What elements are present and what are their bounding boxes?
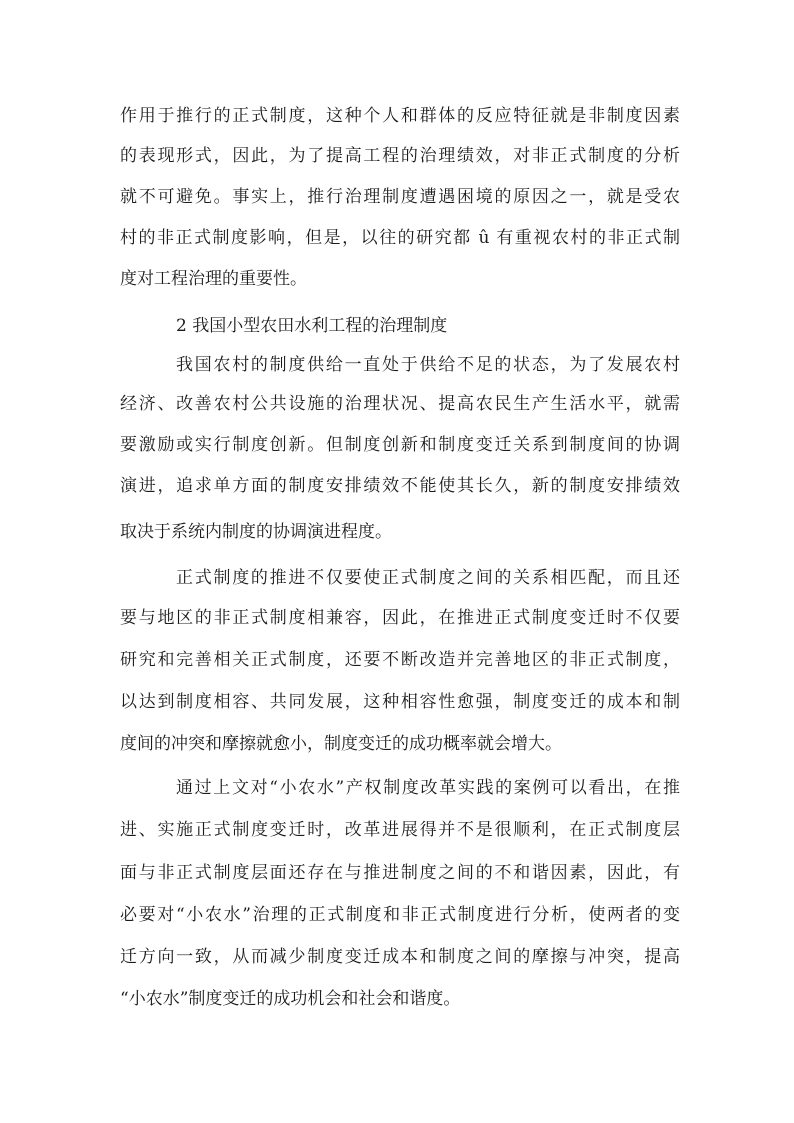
paragraph-3-line-3: 研究和完善相关正式制度，还要不断改造并完善地区的非正式制度， xyxy=(120,650,680,670)
paragraph-3-line-5: 度间的冲突和摩擦就愈小，制度变迁的成功概率就会增大。 xyxy=(120,734,562,754)
paragraph-3-line-2: 要与地区的非正式制度相兼容，因此，在推进正式制度变迁时不仅要 xyxy=(120,608,680,628)
paragraph-1-line-5: 度对工程治理的重要性。 xyxy=(120,269,307,289)
paragraph-1-line-4: 村的非正式制度影响，但是，以往的研究都 û 有重视农村的非正式制 xyxy=(120,228,680,248)
paragraph-1-line-3: 就不可避免。事实上，推行治理制度遭遇困境的原因之一，就是受农 xyxy=(120,187,680,207)
paragraph-2-line-4: 演进，追求单方面的制度安排绩效不能使其长久，新的制度安排绩效 xyxy=(120,476,680,496)
paragraph-4-line-1: 通过上文对“小农水”产权制度改革实践的案例可以看出，在推 xyxy=(176,778,680,798)
paragraph-2-line-3: 要激励或实行制度创新。但制度创新和制度变迁关系到制度间的协调 xyxy=(120,435,680,455)
section-heading: 2 我国小型农田水利工程的治理制度 xyxy=(176,316,448,336)
paragraph-4-line-6: “小农水”制度变迁的成功机会和社会和谐度。 xyxy=(120,989,461,1009)
paragraph-2-line-5: 取决于系统内制度的协调演进程度。 xyxy=(120,522,392,542)
paragraph-1-line-1: 作用于推行的正式制度，这种个人和群体的反应特征就是非制度因素 xyxy=(120,106,680,126)
paragraph-3-line-4: 以达到制度相容、共同发展，这种相容性愈强，制度变迁的成本和制 xyxy=(120,692,680,712)
paragraph-4-line-2: 进、实施正式制度变迁时，改革进展得并不是很顺利，在正式制度层 xyxy=(120,820,680,840)
paragraph-1-line-2: 的表现形式，因此，为了提高工程的治理绩效，对非正式制度的分析 xyxy=(120,146,680,166)
paragraph-4-line-5: 迁方向一致，从而减少制度变迁成本和制度之间的摩擦与冲突，提高 xyxy=(120,947,680,967)
paragraph-2-line-2: 经济、改善农村公共设施的治理状况、提高农民生产生活水平，就需 xyxy=(120,394,680,414)
paragraph-4-line-3: 面与非正式制度层面还存在与推进制度之间的不和谐因素，因此，有 xyxy=(120,863,680,883)
paragraph-4-line-4: 必要对“小农水”治理的正式制度和非正式制度进行分析，使两者的变 xyxy=(120,905,680,925)
paragraph-2-line-1: 我国农村的制度供给一直处于供给不足的状态，为了发展农村 xyxy=(176,355,680,375)
paragraph-3-line-1: 正式制度的推进不仅要使正式制度之间的关系相匹配，而且还 xyxy=(176,568,680,588)
